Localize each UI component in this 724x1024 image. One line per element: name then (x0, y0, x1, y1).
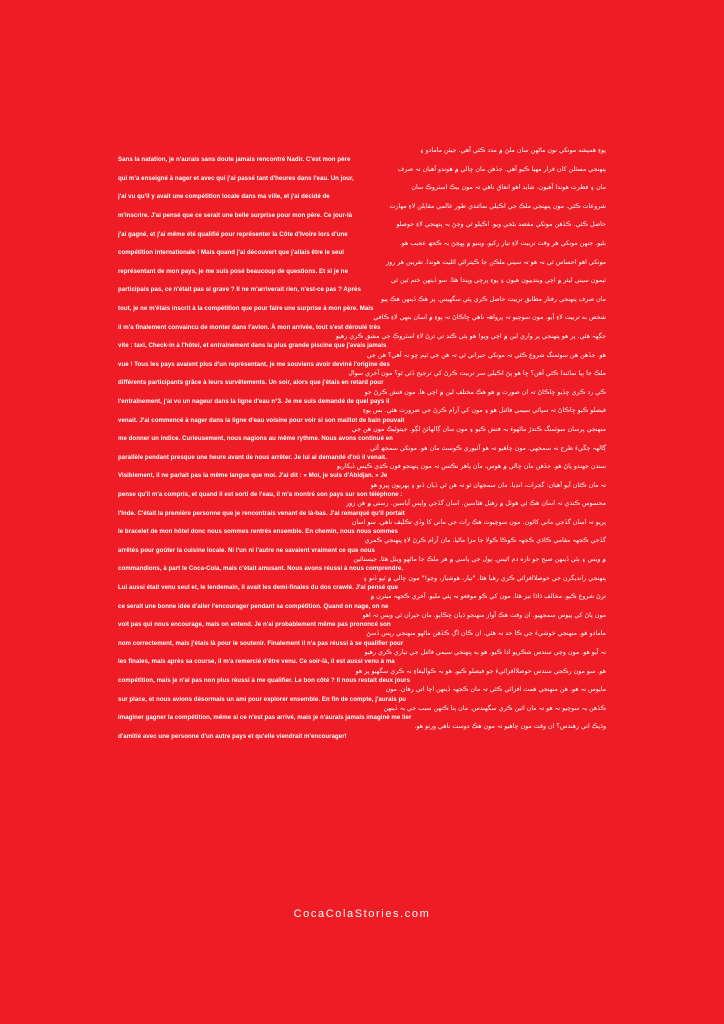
french-text-line: le bracelet de mon hôtel donc nous sommes rentrés ensemble. En chemin, nous nous sommes (118, 528, 398, 536)
french-text-line: vue ! Tous les pays avaient plus d'un représentant, je me souviens avoir deviné l'origine des (118, 360, 390, 368)
french-text-line: les finales, mais après sa course, il m'a remercié d'être venu. Ce soir-là, il est aussi venu à ma (118, 658, 395, 666)
sindhi-text-line: هو. سو مون رڪجي سندس حوصلاافزائيءَ جو فيصلو ڪيو. هو بہ ڪواليفاءِ نہ ڪري سگهيو پر هو (355, 667, 606, 675)
french-text-line: imaginer gagner la compétition, même si ce n'est pas arrivé, mais je n'aurais jamais imaginé me lier (118, 714, 412, 722)
french-text-line: sur place, et nous avions désormais un ami pour explorer ensemble. En fin de compte, j'aurais pu (118, 695, 406, 703)
french-text-line: d'amitié avec une personne d'un autre pays et qu'elle viendrait m'encourager! (118, 732, 347, 740)
french-text-line: parallèle pendant presque une heure avant de nous arrêter. Je lui ai demandé d'où il venait. (118, 453, 387, 461)
french-text-line: venait. J'ai commencé à nager dans la ligne d'eau voisine pour voir si son maillot de bain pouvait (118, 416, 405, 424)
sindhi-text-line: ۾ ويس ۽ ٻئي ڏينهن صبح جو تازه دم اٿيس. پول جي پاسي ۾ هر ملڪ جا ماڻهو ويٺل هئا. جيستائين (353, 556, 606, 564)
french-text-line: Lui aussi était venu seul et, le lendemain, il avait les demi-finales du dos crawlé. J'ai pensé que (118, 583, 399, 591)
sindhi-text-line: حاصل ڪئي. ڪڏهن مونکي مقصد بڻجي ويو. اڪيلو ٿي وڃڻ بہ پنهنجي لاءِ حوصلو (396, 221, 606, 229)
sindhi-text-line: ملڪ جا ٻيا نمائندا ڪٿي آهن؟ ڇا هو پڻ اڪيلي سر تربيت ڪرڻ کي ترجيح ڏئي ٿو؟ مون آخري سوال (348, 370, 606, 378)
sindhi-text-line: پوءِ هميشه مونکي نون ماڻهن سان ملڻ ۾ مدد ڪئي آهي. جيئن مامادو ۽ (419, 147, 606, 154)
french-text-line: ce serait une bonne idée d'aller l'encourager pendant sa compétition. Quand on nage, on ne (118, 602, 389, 610)
sindhi-text-line: پنهنجي مسئلن کان فرار مهيا ڪيو آهي. جڏهن مان ڇالي ۾ هوندو آهيان تہ صرف (397, 165, 606, 173)
sindhi-text-line: محسوس ڪندي تہ اسان هڪ ئي هوٽل ۾ رهيل هئاسين. اسان گڏجي واپس آياسين. رستي ۾ هن زور (346, 500, 606, 508)
sindhi-text-line: جڳهہ هئي. پر هو پنهنجي پر واري لين ۾ اچي ويو! هو ٻئي ڪنڊ تي ترڻ لاءِ اسٽروڪ جي مشق ڪري رهيو (335, 332, 606, 340)
sindhi-text-line: پنهنجي رانديگرن جي حوصلاافزائي ڪري رهيا هئا. "تيار، هوشيار، وڃو!" مون ڇالي ۾ ٽپو ڏنو ۽ (363, 574, 606, 582)
sindhi-text-line: ترڻ شروع ڪيو. مخالف ڌاڌا تيز هئا. مون کي ڪو موقعو نہ پئي مليو. آخري ڪجهہ ميٽرن ۾ (370, 593, 606, 601)
french-text-line: il m'a finalement convaincu de monter dans l'avion. À mon arrivée, tout s'est déroulé très (118, 323, 381, 331)
sindhi-text-line: مان صرف پنهنجي رفتار مطابق تربيت حاصل ڪري پئي سگهيس. پر هڪ ڏينهن هڪ پيو (381, 295, 606, 303)
french-text-line: Visiblement, il ne parlait pas la même langue que moi. J'ai dit : « Moi, je suis d'Abidjan. » Je (118, 472, 388, 480)
sindhi-text-line: پريو تہ اسان گڏجي ماني کائون. مون سوچيوٽ هڪ رات جي ماني کا وڏي تڪليف ناهي. سو اسان (351, 518, 606, 526)
french-text-line: voit pas qui nous encourage, mais on entend. Je n'ai probablement même pas prononcé son (118, 621, 391, 629)
sindhi-text-line: گڏجي ڪجهہ مقامي ڪاڌي ڪجهہ ڪوڪا ڪولا جا مزا ماڻيا. مان آرام ڪرڻ لاءِ پنهنجي ڪمري (364, 537, 606, 545)
sindhi-text-line: وڌيڪ اتي رهندس؟ ان وقت مون چاهيو تہ مون هڪ دوست ناهي ورتو هو. (414, 723, 606, 731)
sindhi-text-line: بڻيو. جنهن مونکي هر وقت تربيت لاءِ تيار رکيو. وينيو ۾ پهچڻ بہ ڪجھ عجيب هو. (399, 239, 606, 247)
sindhi-text-line: ٽيمون سيني ليئر ۾ اچي ويندييون هيون ۽ پوءِ پرچي ويندا هئا. سو ڏينهن ختم ٿين ٿي (391, 277, 606, 285)
footer-website-link[interactable]: CocaColaStories.com (293, 908, 431, 920)
french-text-line: compétition, mais je n'ai pas non plus réussi à me qualifier. Le bon côté ? Il nous restait deux jours (118, 676, 411, 684)
sindhi-text-line: فيصلو ڪيو ڇاڪاڻ تہ سپائي سيمي فائنل هو ۽ مون کي آرام ڪرڻ جي ضرورت هئي. بس پوءِ (362, 407, 606, 415)
french-text-line: compétition internationale ! Mais quand j'ai découvert que j'allais être le seul (118, 249, 344, 257)
french-text-line: représentant de mon pays, je me suis posé beaucoup de questions. Et si je ne (118, 267, 349, 275)
french-text-line: j'ai gagné, et j'ai même été qualifié pour représenter la Côte d'Ivoire lors d'une (118, 230, 348, 238)
french-text-line: j'ai vu qu'il y avait une compétition locale dans ma ville, et j'ai décidé de (118, 193, 330, 201)
sindhi-text-line: منهنجي پرسان سوئمنگ ڪندڙ ماڻهوءَ بہ فنش ڪيو ۽ مون سان ڳالهائڻ لڳو. جيتوڻيڪ مون هن جي (351, 425, 606, 433)
french-text-line: me donner un indice. Curieusement, nous nagions au même rythme. Nous avons continué en (118, 435, 393, 443)
sindhi-text-line: نہ آيو هو. مون وڃي سندس شڪريو ادا ڪيو. هو به پنهنجي سيمي فائنل جي تياري ڪري رهيو (364, 649, 606, 657)
sindhi-text-line: مون پاڻ کي پيوس سمجهيو. ان وقت هڪ آواز منهنجو ڌيان ڇڪايو. مان حيران ٿي ويس تہ اهو (362, 611, 606, 619)
sindhi-text-line: ڪي رد ڪري ڇڏيو ڇاڪاڻ تہ ان صورت ۾ هو هڪ مختلف لين ۾ اچي ها. مون فنش ڪرڻ جو (364, 388, 606, 396)
story-text-block (118, 146, 606, 741)
french-text-line: participais pas, ce n'était pas si grave ? Il ne m'arriverait rien, n'est-ce pas ? Après (118, 286, 361, 294)
french-text-line: l'Inde. C'était la première personne que je rencontrais venant de là-bas. J'ai remarqué qu'il portait (118, 509, 405, 517)
sindhi-text-line: شروعات ڪئي. مون پنهنجي ملڪ جي اڪيلي نمائندي طور عالمي مقابلن لاءِ مهارت (389, 202, 606, 210)
french-text-line: arrêtés pour goûter la cuisine locale. Ni l'un ni l'autre ne savaient vraiment ce que nous (118, 546, 375, 554)
sindhi-text-line: مان ۽ فطرت هوندا آهيون. شايد اهو اتفاق ناهي تہ مون بيڪ اسٽروڪ سان (411, 184, 606, 192)
french-text-line: nom correctement, mais j'étais là pour le soutenir. Finalement il n'a pas réussi à se qualifier pour (118, 639, 404, 647)
french-text-line: qui m'a enseigné à nager et avec qui j'ai passé tant d'heures dans l'eau. Un jour, (118, 174, 354, 182)
french-text-line: l'entraînement, j'ai vu un nageur dans la ligne d'eau n°3. Je me suis demandé de quel pays il (118, 398, 390, 406)
sindhi-text-line: سندن جهندو پاڻ هو. جڏهن مان ڇالي ۾ هوس، مان پاهر نڪتس تہ مون پنهنجو فون ڪڍي ڪيس ڏيکاريو (336, 463, 606, 471)
french-text-line: tout, je ne m'étais inscrit à la compétition que pour faire une surprise à mon père. Mais (118, 305, 374, 313)
french-text-line: pense qu'il m'a compris, et quand il est sorti de l'eau, il m'a montré son pays sur son téléphone : (118, 490, 403, 498)
french-text-line: m'inscrire. J'ai pensé que ce serait une belle surprise pour mon père. Ce jour-là (118, 212, 353, 220)
sindhi-text-line: مايوس نہ هو. هن منهنجي همت افزائي ڪئي تہ مان ڪجهہ ڏينهن اچا اتي رهان. مون (385, 686, 606, 694)
sindhi-text-line: هو. جڏهن هن سوئمنگ شروع ڪئي تہ مونکي حيراني ٿي تہ هن جي ٽيم ڇو نہ آهي؟ هن جي (366, 351, 606, 359)
sindhi-text-line: مامادو هو. منهنجي خوشيءَ جي ڪا حد نہ هئي. ان ڪان اڳ ڪڏهن ماڻهو منهنجي رپس ڏسڻ (366, 630, 606, 638)
sindhi-text-line: ڪڏهن بہ سوچيو نہ هو تہ مان ائين ڪري سگهندس. مان ٻنا ڪنهن سبب جي بہ ڏينهن (383, 704, 606, 712)
sindhi-text-line: شخص به تربيت لاءِ آيو. مون سوچيو تہ پرواهہ ناهي ڇاڪاڻ تہ پوءِ ۾ اسان بنهي لاءِ ڪافي (373, 314, 606, 322)
sindhi-text-line: مونکي اهو احساس ٿي نہ هو تہ سيني ملڪن جا ڪيترائي اٿليٽ هوندا. تقريبن هر روز (386, 258, 606, 266)
sindhi-text-line: ڳالهہ چڱيءَ طرح نہ سمجهي. مون چاهيو تہ هو آئيوري ڪوسٽ مان هو. مونکي سمجھ آئي (370, 444, 606, 452)
french-text-line: différents participants grâce à leurs survêtements. Un soir, alors que j'étais en retard pour (118, 379, 384, 387)
french-text-line: Sans la natation, je n'aurais sans doute jamais rencontré Nadir. C'est mon père (118, 156, 351, 164)
sindhi-text-line: تہ مان ڪٿان آيو آهيان: گجرات، انڊيا. مان سمجهان ٿو تہ هن ٿي ڏيان ڏنو ۽ پهريون ڀيرو هو (370, 481, 606, 489)
french-text-line: commandions, à part le Coca-Cola, mais c'était amusant. Nous avons réussi à nous comprendre. (118, 565, 404, 573)
french-text-line: vite : taxi, Check-in à l'hôtel, et entraînement dans la plus grande piscine que j'avais jamais (118, 342, 387, 350)
